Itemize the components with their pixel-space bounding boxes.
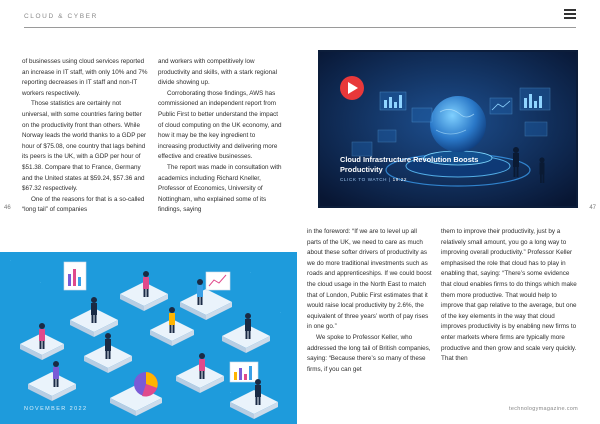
site-url[interactable]: technologymagazine.com (509, 406, 578, 412)
paragraph: Corroborating those findings, AWS has commissioned an independent report from Public First to better understand the impact of cloud computing on the UK economy, and how it may be the key ingredient to increasing productivity and delivering more effective and creative businesses. (158, 89, 282, 161)
article-column-3 (307, 227, 432, 375)
paragraph: in the foreword: “If we are to level up all parts of the UK, we need to care as much about these softer drivers of productivity as we do more traditional investments such as roads and apprenticeships. If we could boost the cloud usage in the North East to match that of London, Public First estimates that it would raise local productivity by 2.6%, the equivalent of three years’ worth of pay rises in one go.” (307, 228, 432, 331)
video-title: Cloud Infrastructure Revolution Boosts Productivity (340, 155, 479, 174)
video-background-graphic (320, 52, 576, 206)
paragraph: them to improve their productivity, just by a relatively small amount, you go a long way to improving overall productivity.” Professor Keller emphasised the role that cloud has to play in enabling that, saying: “There’s some evidence that cloud enables firms to do things which make them more productive. That would help to improve that gap relative to the average, but one of the key elements in the way that cloud improves productivity is by enabling new firms to enter markets where firms are typically more productive and then grow and scale very quickly. That then (441, 228, 577, 363)
paragraph: The report was made in consultation with academics including Richard Kneller, Professor of Economics, University of Nottingham, who explained some of its findings, saying (158, 163, 282, 214)
article-column-2 (158, 57, 284, 216)
hamburger-menu-icon[interactable] (564, 9, 576, 19)
paragraph: Those statistics are certainly not universal, with some countries faring better on the productivity front than others. While Norway leads the world thanks to a GDP per hour of $75.08, one country that lags behind its peers is the UK, with a GDP per hour of $51.38. Compare that to France, Germany and the United states at $59.24, $57.36 and $67.32 respectively. (22, 100, 147, 193)
section-title: CLOUD & CYBER (24, 13, 98, 20)
video-watch-link[interactable]: CLICK TO WATCH | 19:22 (340, 177, 408, 182)
header-divider (24, 27, 576, 28)
paragraph: of businesses using cloud services reported an increase in IT staff, with only 10% and 7% reporting decreases in IT staff and non-IT workers respectively. (22, 58, 148, 97)
paragraph: and workers with competitively low productivity and skills, with a stark regional divide showing up. (158, 58, 277, 87)
paragraph: We spoke to Professor Keller, who addressed the long tail of British companies, saying: “Because there’s so many of these firms, if you can get (307, 333, 431, 373)
issue-date: NOVEMBER 2022 (24, 406, 88, 412)
page-number-right: 47 (589, 205, 596, 211)
video-cta-label: CLICK TO WATCH (340, 177, 388, 182)
article-column-1 (22, 57, 148, 216)
article-column-4 (441, 227, 579, 365)
cloud-economy-illustration (0, 252, 297, 424)
video-duration: 19:22 (392, 177, 408, 182)
video-player-thumbnail[interactable] (318, 50, 578, 208)
page-number-left: 46 (4, 205, 11, 211)
paragraph: One of the reasons for that is a so-called “long tail” of companies (22, 195, 145, 214)
